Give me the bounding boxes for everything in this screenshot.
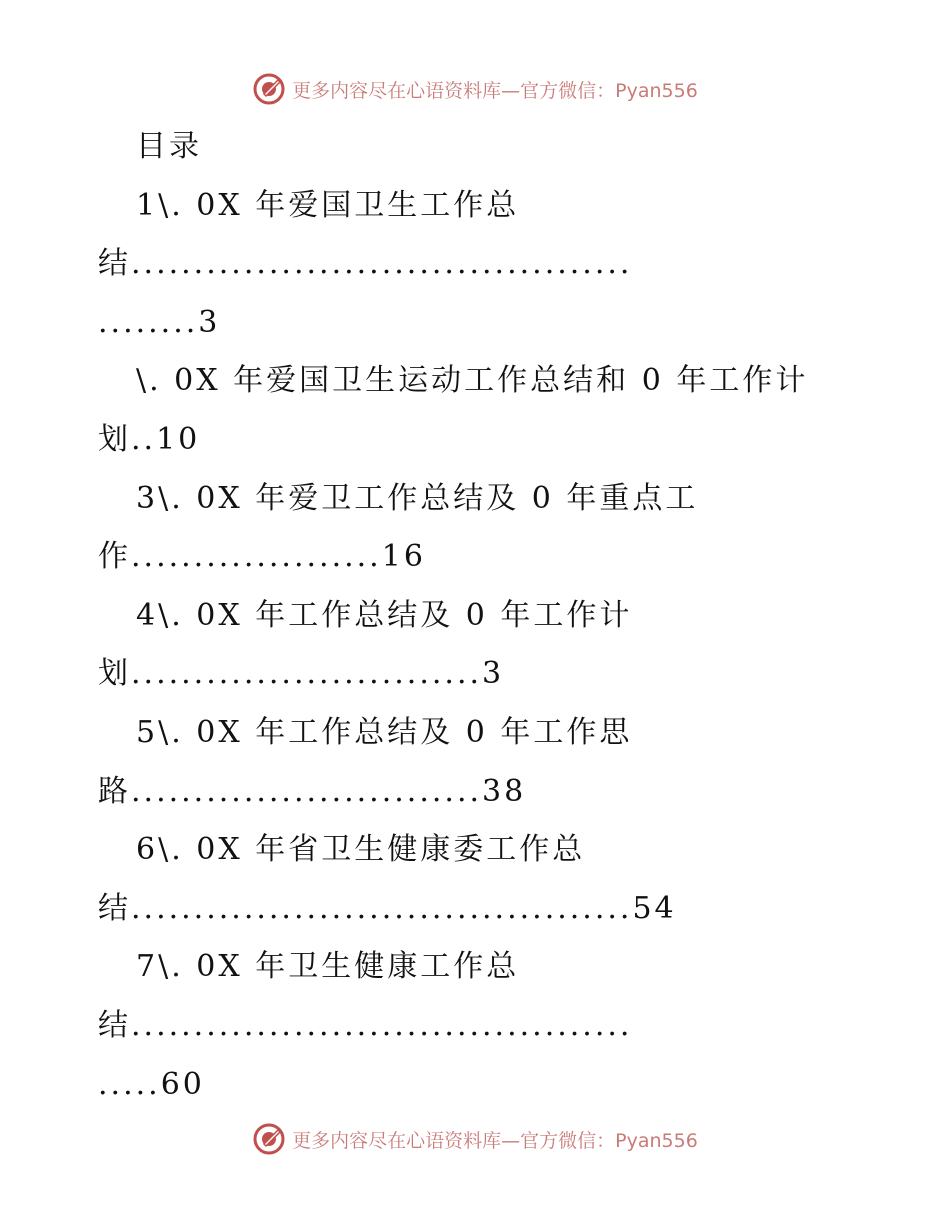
toc-entry-tail: 路	[98, 773, 131, 809]
toc-entry-tail: 结	[98, 1007, 131, 1043]
toc-entry-leader: ..	[131, 421, 157, 457]
toc-entry-leader: ....................	[131, 539, 382, 575]
toc-entry-tail: 划	[98, 421, 131, 457]
toc-entry-title: 5\. 0X 年工作总结及 0 年工作思	[136, 714, 633, 750]
toc-entry-page-line	[98, 1056, 848, 1115]
watermark-text: 更多内容尽在心语资料库—官方微信：Pyan556	[292, 1129, 698, 1152]
toc-entry-page-line	[98, 294, 848, 353]
toc-entry-leader: ............................	[131, 773, 483, 809]
pen-logo-icon	[252, 1122, 286, 1156]
toc-entry-page-number: 16	[381, 539, 426, 575]
watermark-banner-top	[0, 72, 950, 106]
toc-entry-tail: 作	[98, 539, 131, 575]
toc-entry-leader-cont: ........	[98, 304, 199, 340]
toc-entry-page-number: 3	[198, 304, 221, 340]
toc-entry-leader: ............................	[131, 656, 483, 692]
toc-entry-tail: 划	[98, 656, 131, 692]
toc-entry-page-number: 38	[482, 773, 527, 809]
toc-entry-title: 6\. 0X 年省卫生健康委工作总	[136, 832, 586, 868]
toc-entry-leader-line	[98, 763, 848, 822]
toc-entry-tail: 结	[98, 246, 131, 282]
watermark-text: 更多内容尽在心语资料库—官方微信：Pyan556	[292, 79, 698, 102]
toc-entry-tail: 结	[98, 890, 131, 926]
watermark-banner-bottom	[0, 1122, 950, 1156]
toc-entry-title: 1\. 0X 年爱国卫生工作总	[136, 187, 520, 223]
toc-entry-title: \. 0X 年爱国卫生运动工作总结和 0 年工作计	[136, 363, 809, 399]
toc-entry-page-number: 10	[156, 421, 201, 457]
toc-entry-leader-line	[98, 997, 848, 1056]
toc-entry-leader: ........................................	[131, 246, 633, 282]
toc-entry-leader: ........................................	[131, 1007, 633, 1043]
toc-entry-leader: ........................................	[131, 890, 633, 926]
pen-logo-icon	[252, 72, 286, 106]
table-of-contents	[98, 118, 848, 1114]
toc-entry-leader-line	[98, 235, 848, 294]
toc-heading: 目录	[136, 129, 202, 164]
toc-entry-title: 3\. 0X 年爱卫工作总结及 0 年重点工	[136, 480, 699, 516]
toc-entry-leader-line	[98, 528, 848, 587]
toc-entry-leader-cont: .....	[98, 1066, 161, 1102]
toc-entry-title: 4\. 0X 年工作总结及 0 年工作计	[136, 597, 633, 633]
toc-entry-title: 7\. 0X 年卫生健康工作总	[136, 949, 520, 985]
toc-entry-page-number: 3	[482, 656, 505, 692]
toc-entry-page-number: 60	[160, 1066, 205, 1102]
toc-entry-page-number: 54	[632, 890, 677, 926]
toc-entry-leader-line	[98, 411, 848, 470]
toc-entry-leader-line	[98, 880, 848, 939]
toc-entry-leader-line	[98, 645, 848, 704]
